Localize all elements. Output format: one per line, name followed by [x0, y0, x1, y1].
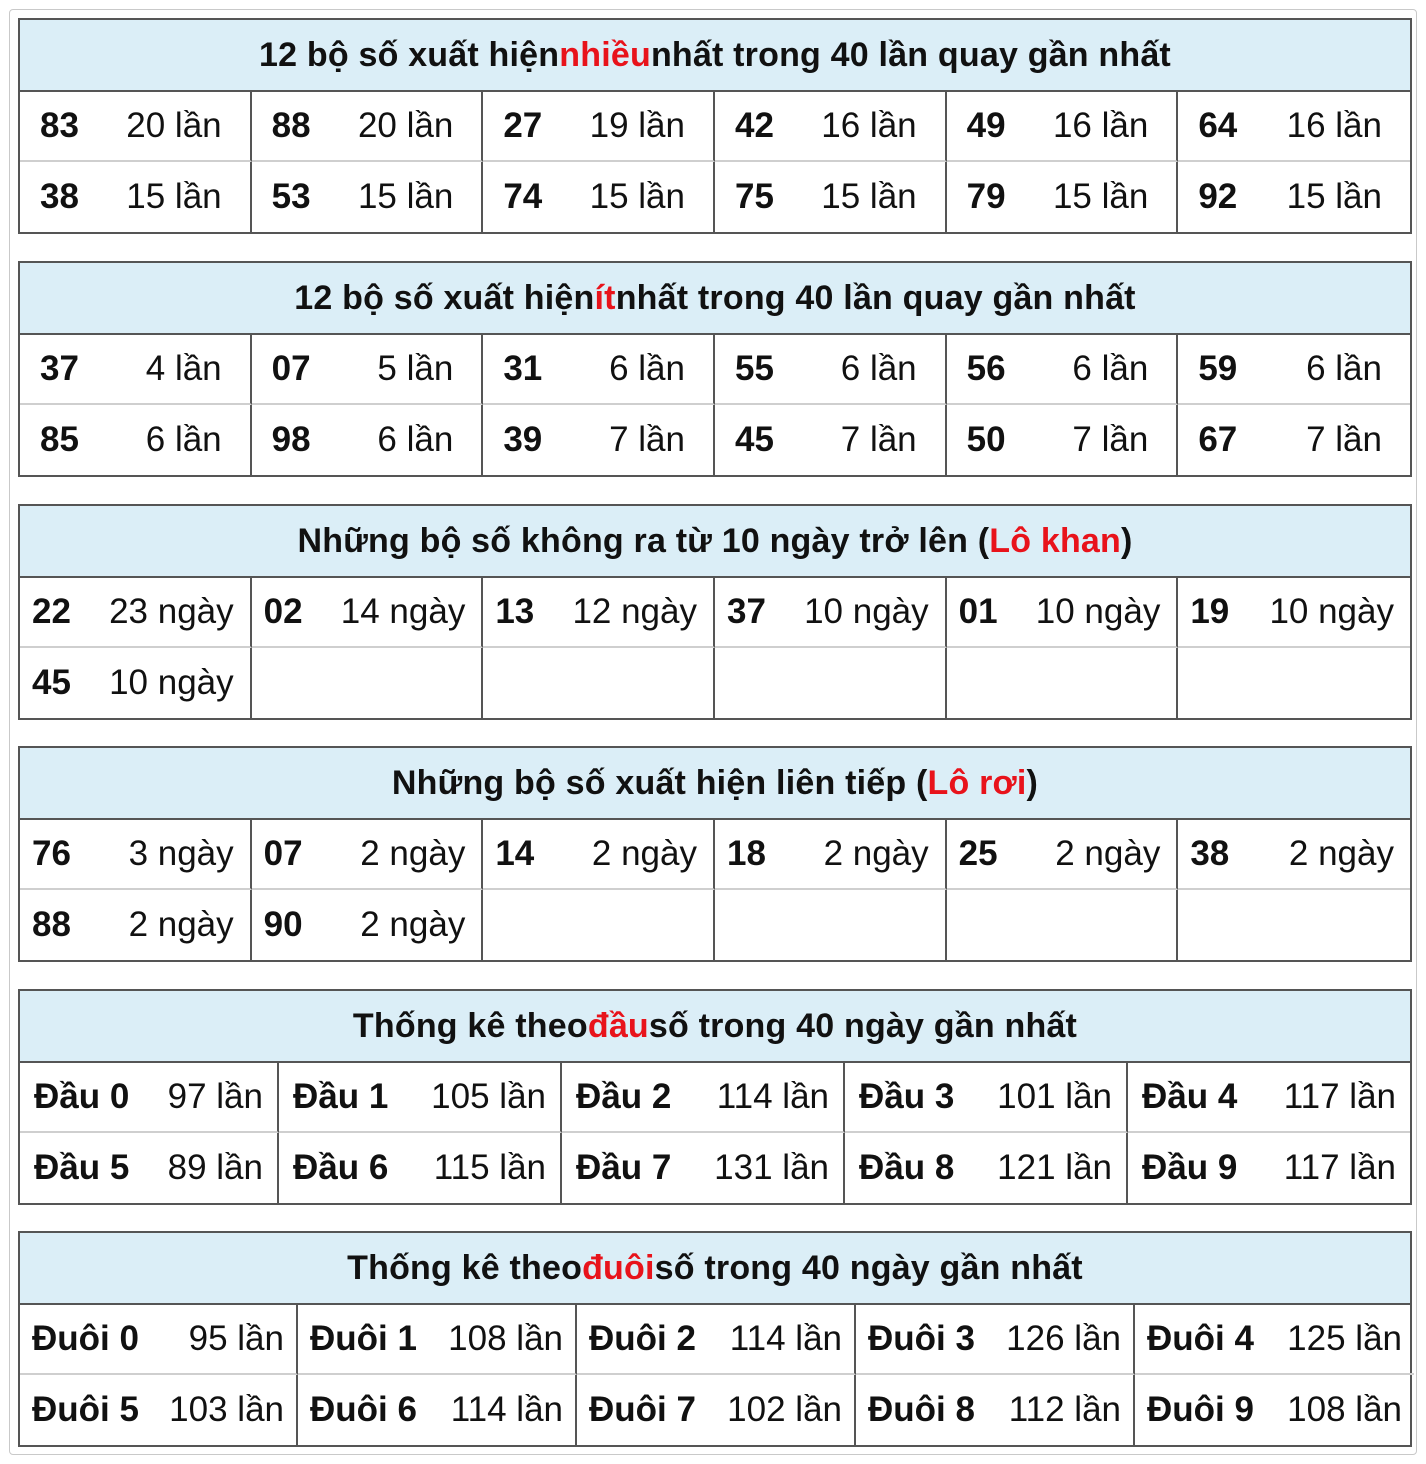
roi-cell	[483, 890, 715, 960]
least-number: 55	[735, 349, 774, 388]
least-cell	[1178, 405, 1410, 475]
duoi-number: Đuôi 0	[32, 1319, 139, 1358]
roi-number: 14	[495, 834, 535, 873]
most-number: 53	[271, 177, 311, 216]
khan-cell	[20, 648, 252, 718]
dau-number: Đầu 2	[576, 1077, 672, 1116]
duoi-count: 114 lần	[729, 1319, 842, 1358]
dau-cell	[20, 1063, 279, 1133]
most-frequent-table	[18, 18, 1412, 234]
dau-cell	[1128, 1063, 1410, 1133]
roi-number: 25	[958, 834, 998, 873]
most-count: 15 lần	[1286, 177, 1382, 216]
most-number: 74	[503, 177, 543, 216]
duoi-count: 103 lần	[169, 1390, 284, 1429]
least-number: 50	[966, 420, 1006, 459]
roi-cell	[483, 820, 715, 890]
most-count: 20 lần	[126, 106, 222, 145]
duoi-number: Đuôi 3	[868, 1319, 975, 1358]
dau-title: Thống kê theo đầu số trong 40 ngày gần nhất	[20, 991, 1410, 1063]
duoi-cell	[298, 1305, 577, 1375]
duoi-count: 112 lần	[1008, 1390, 1121, 1429]
most-cell	[715, 92, 947, 162]
most-frequent-title: 12 bộ số xuất hiện nhiều nhất trong 40 lần quay gần nhất	[20, 20, 1410, 92]
most-number: 64	[1198, 106, 1238, 145]
most-cell	[20, 162, 252, 232]
most-cell	[947, 162, 1179, 232]
least-count: 6 lần	[377, 420, 454, 459]
khan-number: 37	[727, 592, 766, 631]
duoi-count: 108 lần	[1287, 1390, 1402, 1429]
roi-number: 88	[32, 905, 71, 944]
duoi-cell	[298, 1375, 577, 1445]
least-cell	[20, 405, 252, 475]
least-count: 7 lần	[609, 420, 685, 459]
khan-cell	[20, 578, 252, 648]
dau-count: 101 lần	[997, 1077, 1112, 1116]
least-count: 5 lần	[377, 349, 454, 388]
khan-count: 10 ngày	[804, 592, 929, 631]
khan-cell	[715, 578, 947, 648]
least-number: 37	[40, 349, 79, 388]
least-cell	[947, 335, 1179, 405]
least-number: 59	[1198, 349, 1238, 388]
khan-count: 12 ngày	[572, 592, 697, 631]
least-cell	[715, 335, 947, 405]
least-count: 6 lần	[1072, 349, 1149, 388]
least-number: 07	[271, 349, 311, 388]
duoi-cell	[1135, 1305, 1414, 1375]
least-number: 56	[966, 349, 1006, 388]
most-number: 92	[1198, 177, 1238, 216]
least-cell	[715, 405, 947, 475]
duoi-table	[18, 1231, 1412, 1447]
least-number: 98	[271, 420, 311, 459]
dau-count: 105 lần	[431, 1077, 546, 1116]
dau-number: Đầu 6	[293, 1148, 389, 1187]
dau-number: Đầu 9	[1142, 1148, 1238, 1187]
lo-khan-grid	[20, 578, 1410, 718]
dau-number: Đầu 8	[859, 1148, 955, 1187]
most-number: 49	[966, 106, 1006, 145]
duoi-count: 125 lần	[1287, 1319, 1402, 1358]
dau-cell	[845, 1133, 1128, 1203]
khan-count: 10 ngày	[1269, 592, 1394, 631]
dau-cell	[279, 1063, 562, 1133]
most-number: 42	[735, 106, 774, 145]
least-cell	[483, 335, 715, 405]
khan-cell	[483, 578, 715, 648]
duoi-cell	[577, 1305, 856, 1375]
least-cell	[1178, 335, 1410, 405]
most-cell	[483, 92, 715, 162]
least-number: 45	[735, 420, 774, 459]
least-frequent-grid	[20, 335, 1410, 475]
most-number: 83	[40, 106, 79, 145]
duoi-number: Đuôi 8	[868, 1390, 975, 1429]
least-frequent-title: 12 bộ số xuất hiện ít nhất trong 40 lần quay gần nhất	[20, 263, 1410, 335]
roi-number: 76	[32, 834, 71, 873]
duoi-cell	[20, 1305, 298, 1375]
most-count: 16 lần	[1286, 106, 1382, 145]
dau-grid	[20, 1063, 1410, 1203]
khan-count: 23 ngày	[109, 592, 234, 631]
most-number: 38	[40, 177, 79, 216]
least-cell	[947, 405, 1179, 475]
duoi-number: Đuôi 5	[32, 1390, 139, 1429]
most-cell	[20, 92, 252, 162]
dau-count: 89 lần	[167, 1148, 263, 1187]
least-count: 4 lần	[145, 349, 222, 388]
dau-count: 97 lần	[167, 1077, 263, 1116]
least-count: 7 lần	[1306, 420, 1382, 459]
least-count: 6 lần	[145, 420, 222, 459]
duoi-count: 126 lần	[1006, 1319, 1121, 1358]
most-cell	[1178, 162, 1410, 232]
roi-count: 2 ngày	[360, 834, 466, 873]
khan-number: 02	[263, 592, 303, 631]
roi-cell	[1178, 890, 1410, 960]
duoi-cell	[856, 1375, 1135, 1445]
most-number: 88	[271, 106, 311, 145]
dau-count: 117 lần	[1283, 1077, 1396, 1116]
khan-number: 01	[958, 592, 998, 631]
khan-cell	[715, 648, 947, 718]
roi-number: 90	[263, 905, 303, 944]
duoi-grid	[20, 1305, 1410, 1445]
least-count: 6 lần	[609, 349, 685, 388]
most-number: 79	[966, 177, 1006, 216]
roi-number: 07	[263, 834, 303, 873]
roi-cell	[947, 890, 1179, 960]
duoi-count: 95 lần	[188, 1319, 284, 1358]
most-cell	[947, 92, 1179, 162]
roi-number: 38	[1190, 834, 1230, 873]
khan-count: 14 ngày	[340, 592, 466, 631]
most-count: 15 lần	[821, 177, 917, 216]
khan-cell	[947, 648, 1179, 718]
khan-cell	[1178, 648, 1410, 718]
dau-cell	[562, 1133, 845, 1203]
most-count: 20 lần	[357, 106, 454, 145]
lo-roi-table	[18, 746, 1412, 962]
roi-count: 2 ngày	[823, 834, 929, 873]
least-number: 39	[503, 420, 543, 459]
duoi-number: Đuôi 4	[1147, 1319, 1254, 1358]
least-cell	[20, 335, 252, 405]
most-count: 19 lần	[589, 106, 685, 145]
roi-count: 2 ngày	[591, 834, 697, 873]
khan-cell	[252, 648, 484, 718]
dau-cell	[845, 1063, 1128, 1133]
most-number: 27	[503, 106, 543, 145]
dau-count: 131 lần	[714, 1148, 829, 1187]
dau-table	[18, 989, 1412, 1205]
roi-count: 2 ngày	[360, 905, 466, 944]
duoi-count: 102 lần	[727, 1390, 842, 1429]
dau-number: Đầu 5	[34, 1148, 130, 1187]
most-count: 16 lần	[821, 106, 917, 145]
most-cell	[252, 92, 484, 162]
duoi-number: Đuôi 1	[310, 1319, 417, 1358]
khan-count: 10 ngày	[1035, 592, 1161, 631]
most-count: 15 lần	[589, 177, 685, 216]
dau-number: Đầu 7	[576, 1148, 672, 1187]
dau-number: Đầu 0	[34, 1077, 130, 1116]
khan-cell	[252, 578, 484, 648]
duoi-number: Đuôi 6	[310, 1390, 417, 1429]
lo-khan-table	[18, 504, 1412, 720]
least-count: 7 lần	[840, 420, 917, 459]
roi-cell	[20, 890, 252, 960]
most-count: 15 lần	[126, 177, 222, 216]
khan-cell	[483, 648, 715, 718]
lo-roi-title: Những bộ số xuất hiện liên tiếp ( Lô rơi )	[20, 748, 1410, 820]
duoi-number: Đuôi 7	[589, 1390, 696, 1429]
dau-number: Đầu 4	[1142, 1077, 1238, 1116]
least-frequent-table	[18, 261, 1412, 477]
least-number: 85	[40, 420, 79, 459]
least-count: 6 lần	[1306, 349, 1382, 388]
least-count: 6 lần	[840, 349, 917, 388]
khan-cell	[1178, 578, 1410, 648]
roi-cell	[1178, 820, 1410, 890]
dau-count: 114 lần	[716, 1077, 829, 1116]
roi-count: 3 ngày	[128, 834, 234, 873]
roi-cell	[715, 890, 947, 960]
khan-count: 10 ngày	[109, 663, 234, 702]
least-cell	[483, 405, 715, 475]
dau-count: 121 lần	[997, 1148, 1112, 1187]
most-count: 15 lần	[1052, 177, 1149, 216]
duoi-cell	[856, 1305, 1135, 1375]
dau-cell	[562, 1063, 845, 1133]
duoi-cell	[577, 1375, 856, 1445]
most-cell	[715, 162, 947, 232]
least-cell	[252, 335, 484, 405]
dau-count: 115 lần	[433, 1148, 546, 1187]
khan-number: 22	[32, 592, 71, 631]
duoi-cell	[1135, 1375, 1414, 1445]
duoi-title: Thống kê theo đuôi số trong 40 ngày gần nhất	[20, 1233, 1410, 1305]
most-frequent-grid	[20, 92, 1410, 232]
roi-cell	[252, 820, 484, 890]
most-count: 15 lần	[357, 177, 454, 216]
most-cell	[252, 162, 484, 232]
roi-cell	[947, 820, 1179, 890]
lo-roi-grid	[20, 820, 1410, 960]
least-number: 31	[503, 349, 543, 388]
most-count: 16 lần	[1052, 106, 1149, 145]
roi-count: 2 ngày	[128, 905, 234, 944]
least-cell	[252, 405, 484, 475]
dau-cell	[279, 1133, 562, 1203]
least-number: 67	[1198, 420, 1238, 459]
roi-cell	[252, 890, 484, 960]
roi-cell	[715, 820, 947, 890]
lo-khan-title: Những bộ số không ra từ 10 ngày trở lên ( Lô khan )	[20, 506, 1410, 578]
dau-number: Đầu 1	[293, 1077, 389, 1116]
roi-count: 2 ngày	[1288, 834, 1394, 873]
dau-count: 117 lần	[1283, 1148, 1396, 1187]
most-cell	[483, 162, 715, 232]
khan-cell	[947, 578, 1179, 648]
dau-cell	[1128, 1133, 1410, 1203]
roi-count: 2 ngày	[1055, 834, 1161, 873]
duoi-count: 108 lần	[448, 1319, 563, 1358]
most-cell	[1178, 92, 1410, 162]
most-number: 75	[735, 177, 774, 216]
khan-number: 19	[1190, 592, 1230, 631]
roi-cell	[20, 820, 252, 890]
khan-number: 45	[32, 663, 71, 702]
duoi-cell	[20, 1375, 298, 1445]
dau-number: Đầu 3	[859, 1077, 955, 1116]
roi-number: 18	[727, 834, 766, 873]
dau-cell	[20, 1133, 279, 1203]
least-count: 7 lần	[1072, 420, 1149, 459]
duoi-number: Đuôi 9	[1147, 1390, 1254, 1429]
khan-number: 13	[495, 592, 535, 631]
duoi-number: Đuôi 2	[589, 1319, 696, 1358]
duoi-count: 114 lần	[450, 1390, 563, 1429]
